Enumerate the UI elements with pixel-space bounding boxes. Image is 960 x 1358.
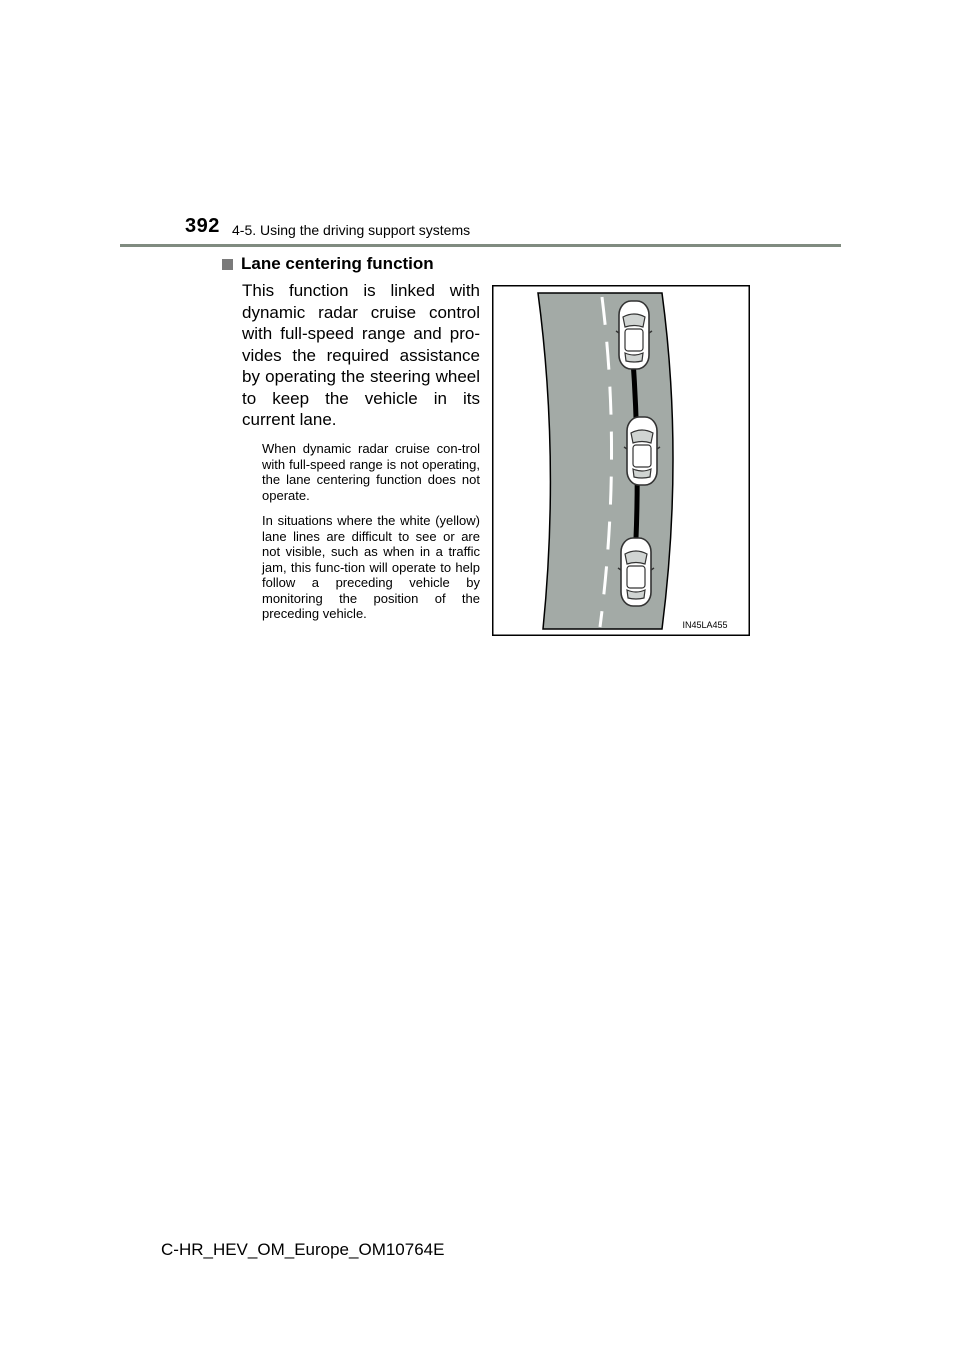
- car-icon: [618, 538, 654, 606]
- note-item: In situations where the white (yellow) lane lines are difficult to see or are not visible, such as when in a traffic jam, this func-tion will operate to help follow a preceding vehicle by monitoring the position of the preceding vehicle.: [262, 513, 480, 621]
- document-code: C-HR_HEV_OM_Europe_OM10764E: [161, 1240, 445, 1259]
- figure-code: IN45LA455: [682, 620, 728, 630]
- notes-list: [262, 441, 480, 632]
- header-divider: [120, 244, 841, 247]
- body-paragraph: This function is linked with dynamic radar cruise control with full-speed range and pro-vides the required assistance by operating the steering wheel to keep the vehicle in its current lane.: [242, 281, 480, 429]
- page-number: 392: [185, 215, 220, 237]
- car-icon: [616, 301, 652, 369]
- lane-centering-illustration: [492, 285, 750, 636]
- note-item: When dynamic radar cruise con-trol with full-speed range is not operating, the lane centering function does not operate.: [262, 441, 480, 503]
- subheading: [222, 254, 434, 274]
- subheading-text: Lane centering function: [241, 254, 434, 273]
- square-bullet-icon: [222, 259, 233, 270]
- car-icon: [624, 417, 660, 485]
- section-title: 4-5. Using the driving support systems: [232, 222, 471, 238]
